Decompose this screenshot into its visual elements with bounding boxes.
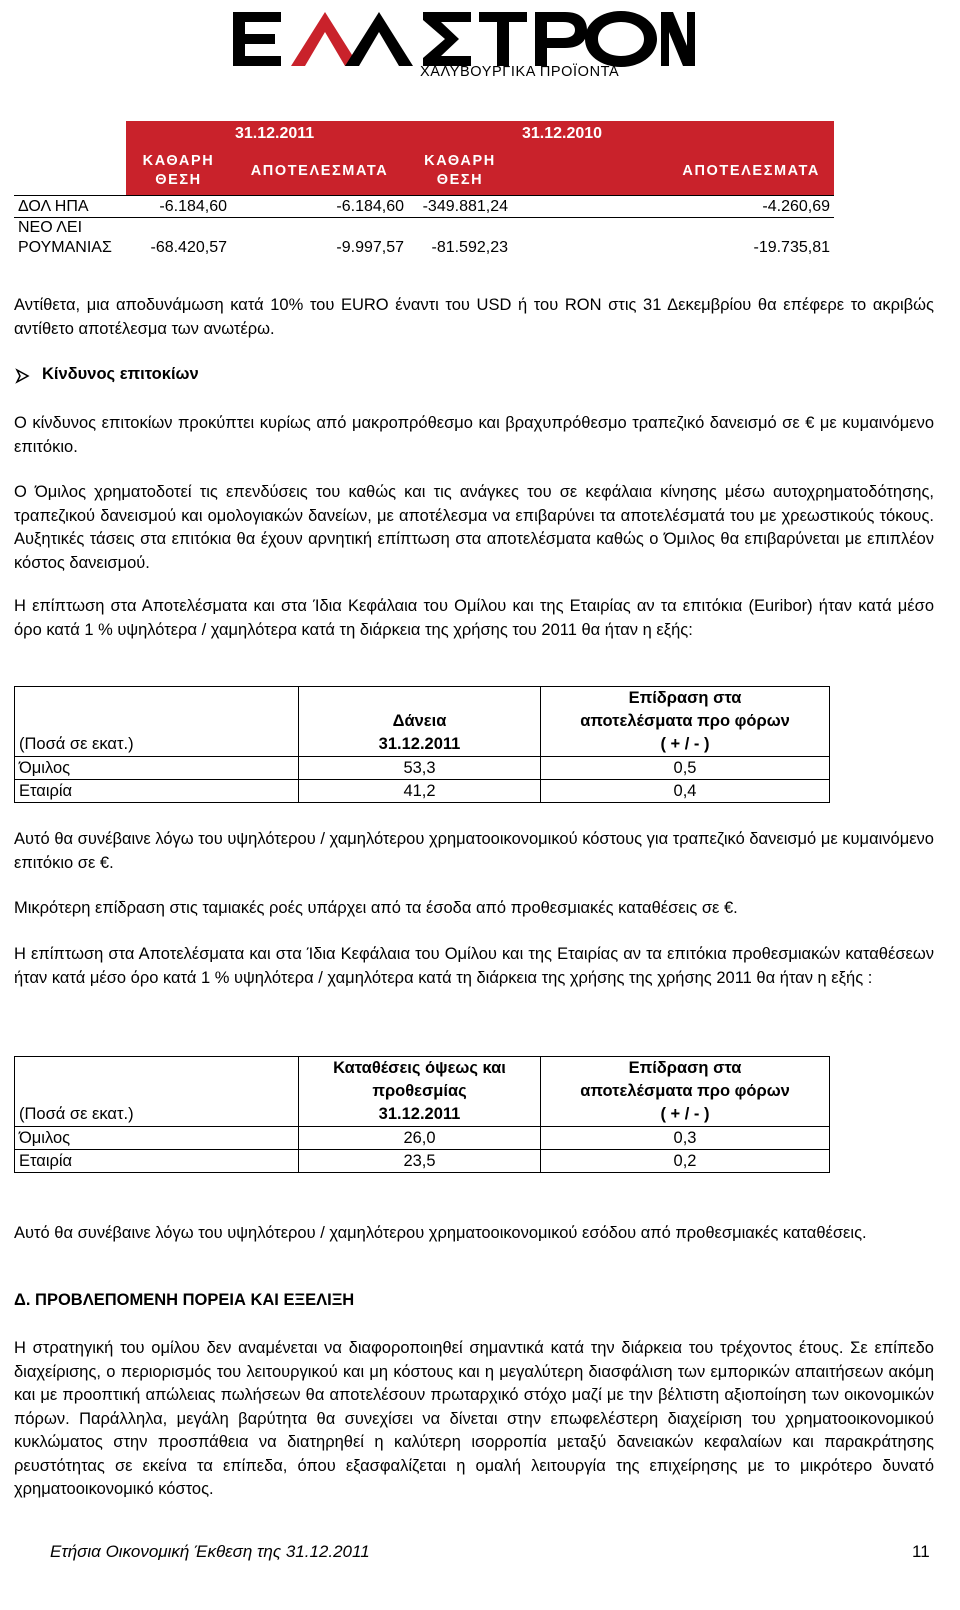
table-cell: 53,3: [299, 757, 541, 780]
loans-col-header: [299, 687, 541, 757]
fx-header-dates: [14, 121, 834, 147]
paragraph-interest-1: Ο κίνδυνος επιτοκίων προκύπτει κυρίως από μακροπρόθεσμο και βραχυπρόθεσμο τραπεζικό δανεισμό σε € με κυμαινόμενο επιτόκιο.: [14, 414, 934, 456]
table-row: [15, 1127, 830, 1150]
company-tagline: ΧΑΛΥΒΟΥΡΓΙΚΑ ΠΡΟΪΟΝΤΑ: [420, 64, 620, 80]
paragraph-outlook: Η στρατηγική του ομίλου δεν αναμένεται να διαφοροποιηθεί σημαντικά κατά την διάρκεια του τρέχοντος έτους. Σε επίπεδο διαχείρισης, ο περιορισμός του λειτουργικού και μη κόστους και η μεγαλύτερη διασφάλιση των εμπορικών απαιτήσεων ακόμη και με προοπτική απώλειας πωλήσεων θα αποτελέσουν πρωταρχικό στόχο μαζί με την βέλτιστη αξιοποίηση των οικονομικών πόρων. Παράλληλα, μεγάλη βαρύτητα θα συνεχίσει να δίνεται στην επωφελέστερη διαχείριση του χρηματοοικονομικού κυκλώματος στην προσπάθεια να διατηρηθεί η καλύτερη ισορροπία μεταξύ δανειακών κεφαλαίων και παρακράτησης ρευστότητας σε εκείνα τα επίπεδα, όπου εξασφαλίζεται η ομαλή λειτουργία της επιχείρησης με το μικρότερο δυνατό χρηματοοικονομικό κόστος.: [14, 1339, 934, 1498]
table-cell: 26,0: [299, 1127, 541, 1150]
paragraph-deposits-intro: Η επίπτωση στα Αποτελέσματα και στα Ίδια Κεφάλαια του Ομίλου και της Εταιρίας αν τα επιτόκια προθεσμιακών καταθέσεων ήταν κατά μέσο όρο κατά 1 % υψηλότερα / χαμηλότερα κατά τη διάρκεια της χρήσης της χρήσης 2011 θα ήταν η εξής :: [14, 945, 934, 987]
effect-col-header: [541, 1057, 830, 1127]
amount-label: (Ποσά σε εκατ.): [15, 687, 299, 757]
loans-header: [15, 687, 830, 757]
fx-cell: -68.420,57: [126, 218, 231, 259]
fx-row-label: ΝΕΟ ΛΕΙ ΡΟΥΜΑΝΙΑΣ: [14, 218, 126, 259]
effect-col-line: Επίδραση στα: [628, 1059, 742, 1077]
table-row: [15, 1150, 830, 1173]
row-label: Όμιλος: [15, 1127, 299, 1150]
table-cell: 0,2: [541, 1150, 830, 1173]
effect-col-line: αποτελέσματα προ φόρων: [580, 712, 790, 730]
fx-col-position-2011: ΚΑΘΑΡΗ ΘΕΣΗ: [126, 147, 231, 196]
fx-header-columns: [14, 147, 834, 196]
table-cell: 0,4: [541, 780, 830, 803]
fx-row-usd: [14, 196, 834, 218]
loans-col-title: Δάνεια: [392, 712, 447, 730]
fx-row-label: ΔΟΛ ΗΠΑ: [14, 196, 126, 218]
fx-cell: -4.260,69: [512, 196, 834, 218]
paragraph-interest-3: Η επίπτωση στα Αποτελέσματα και στα Ίδια Κεφάλαια του Ομίλου και της Εταιρίας αν τα επιτόκια (Euribor) ήταν κατά μέσο όρο κατά 1 % υψηλότερα / χαμηλότερα κατά τη διάρκεια της χρήσης του 2011 θα ήταν η εξής:: [14, 597, 934, 639]
table-cell: 23,5: [299, 1150, 541, 1173]
effect-col-line: αποτελέσματα προ φόρων: [580, 1082, 790, 1100]
fx-cell: -6.184,60: [231, 196, 408, 218]
amount-label: (Ποσά σε εκατ.): [15, 1057, 299, 1127]
fx-col-position-2010: ΚΑΘΑΡΗ ΘΕΣΗ: [408, 147, 512, 196]
paragraph-contrary: Αντίθετα, μια αποδυνάμωση κατά 10% του EURO έναντι του USD ή του RON στις 31 Δεκεμβρίου θα επέφερε το ακριβώς αντίθετο αποτέλεσμα των ανωτέρω.: [14, 296, 934, 338]
heading-interest-risk: Κίνδυνος επιτοκίων: [42, 365, 199, 383]
row-label: Εταιρία: [15, 780, 299, 803]
fx-cell: -349.881,24: [408, 196, 512, 218]
elastron-logo-icon: [225, 8, 695, 68]
paragraph-cashflow: Μικρότερη επίδραση στις ταμιακές ροές υπάρχει από τα έσοδα από προθεσμιακές καταθέσεις σε €.: [14, 899, 738, 917]
arrow-bullet-icon: [14, 367, 32, 385]
fx-row-ron: [14, 218, 834, 259]
fx-sensitivity-table: [14, 121, 834, 258]
heading-outlook: Δ. ΠΡΟΒΛΕΠΟΜΕΝΗ ΠΟΡΕΙΑ ΚΑΙ ΕΞΕΛΙΞΗ: [14, 1291, 355, 1309]
deposits-col-date: 31.12.2011: [378, 1105, 461, 1123]
effect-col-line: ( + / - ): [660, 1105, 710, 1123]
effect-col-header: [541, 687, 830, 757]
deposits-col-line: Καταθέσεις όψεως και: [333, 1059, 506, 1077]
footer-title: Ετήσια Οικονομική Έκθεση της 31.12.2011: [50, 1542, 370, 1561]
paragraph-loans-effect: Αυτό θα συνέβαινε λόγω του υψηλότερου / χαμηλότερου χρηματοοικονομικού κόστους για τραπεζικό δανεισμό με κυμαινόμενο επιτόκιο σε €.: [14, 830, 934, 872]
fx-col-results-2011: ΑΠΟΤΕΛΕΣΜΑΤΑ: [231, 147, 408, 196]
fx-date-2011: 31.12.2011: [231, 121, 408, 147]
loans-sensitivity-table: [14, 686, 830, 803]
fx-col-results-2010: ΑΠΟΤΕΛΕΣΜΑΤΑ: [512, 147, 834, 196]
table-row: [15, 757, 830, 780]
deposits-header: [15, 1057, 830, 1127]
fx-cell: -81.592,23: [408, 218, 512, 259]
loans-col-date: 31.12.2011: [378, 735, 461, 753]
fx-cell: -19.735,81: [512, 218, 834, 259]
table-row: [15, 780, 830, 803]
row-label: Εταιρία: [15, 1150, 299, 1173]
fx-cell: -9.997,57: [231, 218, 408, 259]
deposits-col-line: προθεσμίας: [372, 1082, 467, 1100]
deposits-sensitivity-table: [14, 1056, 830, 1173]
effect-col-line: Επίδραση στα: [628, 689, 742, 707]
table-cell: 0,5: [541, 757, 830, 780]
table-cell: 41,2: [299, 780, 541, 803]
fx-cell: -6.184,60: [126, 196, 231, 218]
page-number: 11: [912, 1542, 930, 1561]
effect-col-line: ( + / - ): [660, 735, 710, 753]
paragraph-deposits-effect: Αυτό θα συνέβαινε λόγω του υψηλότερου / χαμηλότερου χρηματοοικονομικού εσόδου από προθεσμιακές καταθέσεις.: [14, 1224, 867, 1242]
deposits-col-header: [299, 1057, 541, 1127]
fx-date-2010: 31.12.2010: [512, 121, 700, 147]
row-label: Όμιλος: [15, 757, 299, 780]
paragraph-interest-2: Ο Όμιλος χρηματοδοτεί τις επενδύσεις του καθώς και τις ανάγκες του σε κεφάλαια κίνησης μέσω αυτοχρηματοδότησης, τραπεζικού δανεισμού και ομολογιακών δανείων, με αποτέλεσμα να επιβαρύνει τα αποτελέσματά του με χρεωστικούς τόκους. Αυξητικές τάσεις στα επιτόκια θα έχουν αρνητική επίπτωση στα αποτελέσματα καθώς ο Όμιλος θα επιβαρύνεται με επιπλέον κόστος δανεισμού.: [14, 483, 934, 572]
table-cell: 0,3: [541, 1127, 830, 1150]
